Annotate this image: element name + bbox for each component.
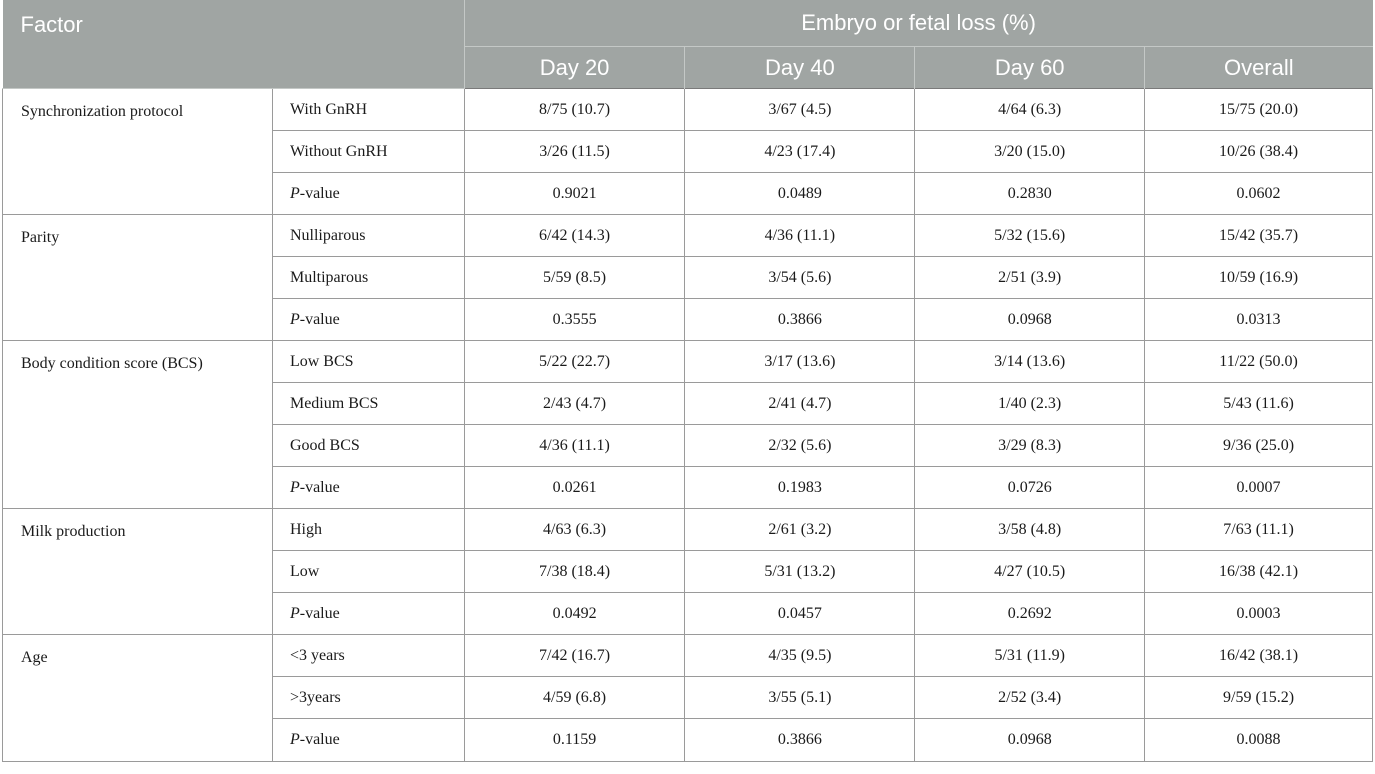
value-cell: 0.2830 [915,173,1145,215]
value-cell: 0.3866 [685,719,915,762]
level-cell: Nulliparous [272,215,464,257]
factor-cell: Body condition score (BCS) [3,341,273,509]
level-cell: >3years [272,677,464,719]
p-letter: P [289,478,300,496]
level-cell: Low [272,551,464,593]
p-value-label: -value [299,731,340,748]
level-cell [272,467,464,509]
value-cell: 16/42 (38.1) [1145,635,1373,677]
value-cell: 2/41 (4.7) [685,383,915,425]
value-cell: 3/26 (11.5) [464,131,685,173]
level-cell: Low BCS [272,341,464,383]
p-value-label: -value [299,478,340,496]
value-cell: 0.2692 [915,593,1145,635]
value-cell: 0.0968 [915,299,1145,341]
embryo-loss-table [2,0,1373,762]
value-cell: 8/75 (10.7) [464,89,685,131]
level-cell: With GnRH [272,89,464,131]
value-cell: 11/22 (50.0) [1145,341,1373,383]
value-cell: 4/27 (10.5) [915,551,1145,593]
value-cell: 3/54 (5.6) [685,257,915,299]
value-cell: 5/43 (11.6) [1145,383,1373,425]
table-body [3,89,1373,762]
value-cell: 3/17 (13.6) [685,341,915,383]
p-letter: P [289,184,300,202]
value-cell: 7/38 (18.4) [464,551,685,593]
value-cell: 0.0602 [1145,173,1373,215]
table-row [3,89,1373,131]
p-letter: P [289,731,300,748]
value-cell: 5/31 (11.9) [915,635,1145,677]
value-cell: 5/31 (13.2) [685,551,915,593]
level-cell: Without GnRH [272,131,464,173]
value-cell: 3/14 (13.6) [915,341,1145,383]
p-value-label: -value [299,184,340,202]
factor-cell: Synchronization protocol [3,89,273,215]
factor-cell: Age [3,635,273,762]
value-cell: 0.3866 [685,299,915,341]
level-cell [272,173,464,215]
value-cell: 4/59 (6.8) [464,677,685,719]
value-cell: 0.0489 [685,173,915,215]
value-cell: 4/64 (6.3) [915,89,1145,131]
level-cell [272,593,464,635]
value-cell: 10/59 (16.9) [1145,257,1373,299]
column-header-day-60: Day 60 [915,47,1145,89]
value-cell: 0.0088 [1145,719,1373,762]
value-cell: 4/63 (6.3) [464,509,685,551]
value-cell: 2/51 (3.9) [915,257,1145,299]
value-cell: 9/36 (25.0) [1145,425,1373,467]
level-cell: Medium BCS [272,383,464,425]
value-cell: 0.9021 [464,173,685,215]
value-cell: 0.3555 [464,299,685,341]
value-cell: 4/36 (11.1) [464,425,685,467]
level-cell: Multiparous [272,257,464,299]
value-cell: 2/32 (5.6) [685,425,915,467]
level-cell [272,299,464,341]
value-cell: 0.0726 [915,467,1145,509]
value-cell: 2/43 (4.7) [464,383,685,425]
value-cell: 15/42 (35.7) [1145,215,1373,257]
value-cell: 3/20 (15.0) [915,131,1145,173]
value-cell: 0.0007 [1145,467,1373,509]
table-row [3,509,1373,551]
value-cell: 0.1159 [464,719,685,762]
factor-cell: Parity [3,215,273,341]
table-row [3,341,1373,383]
p-value-label: -value [299,604,340,622]
value-cell: 5/32 (15.6) [915,215,1145,257]
value-cell: 4/23 (17.4) [685,131,915,173]
value-cell: 6/42 (14.3) [464,215,685,257]
factor-column-header: Factor [3,0,465,89]
level-cell [272,719,464,762]
value-cell: 0.0492 [464,593,685,635]
value-cell: 5/59 (8.5) [464,257,685,299]
level-cell: High [272,509,464,551]
factor-cell: Milk production [3,509,273,635]
value-cell: 9/59 (15.2) [1145,677,1373,719]
table-row [3,635,1373,677]
value-cell: 2/52 (3.4) [915,677,1145,719]
value-cell: 2/61 (3.2) [685,509,915,551]
value-cell: 4/36 (11.1) [685,215,915,257]
p-letter: P [289,310,300,328]
value-cell: 0.0457 [685,593,915,635]
value-cell: 0.0261 [464,467,685,509]
level-cell: <3 years [272,635,464,677]
value-cell: 15/75 (20.0) [1145,89,1373,131]
p-letter: P [289,604,300,622]
column-header-day-20: Day 20 [464,47,685,89]
column-header-overall: Overall [1145,47,1373,89]
value-cell: 7/63 (11.1) [1145,509,1373,551]
value-cell: 5/22 (22.7) [464,341,685,383]
value-cell: 7/42 (16.7) [464,635,685,677]
value-cell: 4/35 (9.5) [685,635,915,677]
value-cell: 0.0313 [1145,299,1373,341]
value-cell: 3/29 (8.3) [915,425,1145,467]
value-cell: 3/58 (4.8) [915,509,1145,551]
embryo-loss-group-header: Embryo or fetal loss (%) [464,0,1372,47]
p-value-label: -value [299,310,340,328]
table-row [3,215,1373,257]
value-cell: 0.0003 [1145,593,1373,635]
value-cell: 1/40 (2.3) [915,383,1145,425]
value-cell: 3/67 (4.5) [685,89,915,131]
value-cell: 0.0968 [915,719,1145,762]
value-cell: 16/38 (42.1) [1145,551,1373,593]
column-header-day-40: Day 40 [685,47,915,89]
value-cell: 10/26 (38.4) [1145,131,1373,173]
value-cell: 3/55 (5.1) [685,677,915,719]
level-cell: Good BCS [272,425,464,467]
value-cell: 0.1983 [685,467,915,509]
table-header [3,0,1373,89]
